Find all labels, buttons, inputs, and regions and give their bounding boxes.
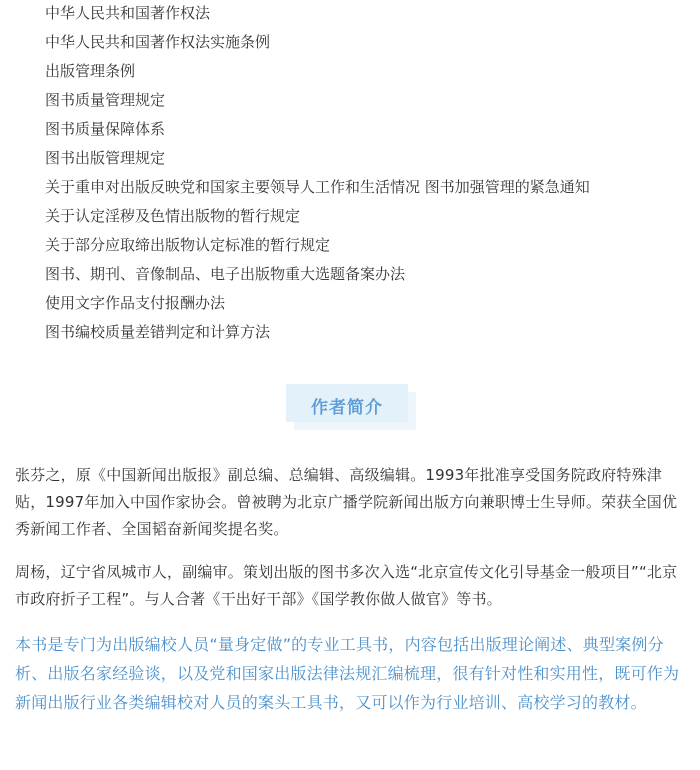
list-item: 中华人民共和国著作权法	[45, 4, 211, 22]
list-item: 关于部分应取缔出版物认定标准的暂行规定	[45, 236, 331, 254]
list-item: 图书出版管理规定	[45, 149, 166, 167]
list-item: 图书质量保障体系	[45, 120, 166, 138]
list-item: 关于重申对出版反映党和国家主要领导人工作和生活情况 图书加强管理的紧急通知	[45, 178, 590, 196]
author-bio-paragraph: 周杨，辽宁省凤城市人，副编审。策划出版的图书多次入选“北京宣传文化引导基金一般项目”“北京市政府折子工程”。与人合著《干出好干部》《国学教你做人做官》等书。	[15, 563, 678, 608]
author-bio-paragraph: 张芬之，原《中国新闻出版报》副总编、总编辑、高级编辑。1993年批准享受国务院政府特殊津贴，1997年加入中国作家协会。曾被聘为北京广播学院新闻出版方向兼职博士生导师。荣获全国优秀新闻工作者、全国韬奋新闻奖提名奖。	[15, 466, 678, 538]
law-list	[45, 0, 590, 347]
list-item: 中华人民共和国著作权法实施条例	[45, 33, 271, 51]
author-section-header	[286, 384, 408, 430]
list-item: 出版管理条例	[45, 62, 136, 80]
list-item: 图书质量管理规定	[45, 91, 166, 109]
book-summary-paragraph: 本书是专门为出版编校人员“量身定做”的专业工具书，内容包括出版理论阐述、典型案例分析、出版名家经验谈，以及党和国家出版法律法规汇编梳理，很有针对性和实用性，既可作为新闻出版行业各类编辑校对人员的案头工具书，又可以作为行业培训、高校学习的教材。	[15, 635, 680, 712]
list-item: 使用文字作品支付报酬办法	[45, 294, 226, 312]
list-item: 图书编校质量差错判定和计算方法	[45, 323, 271, 341]
section-title: 作者简介	[311, 398, 383, 418]
list-item: 图书、期刊、音像制品、电子出版物重大选题备案办法	[45, 265, 406, 283]
list-item: 关于认定淫秽及色情出版物的暂行规定	[45, 207, 301, 225]
